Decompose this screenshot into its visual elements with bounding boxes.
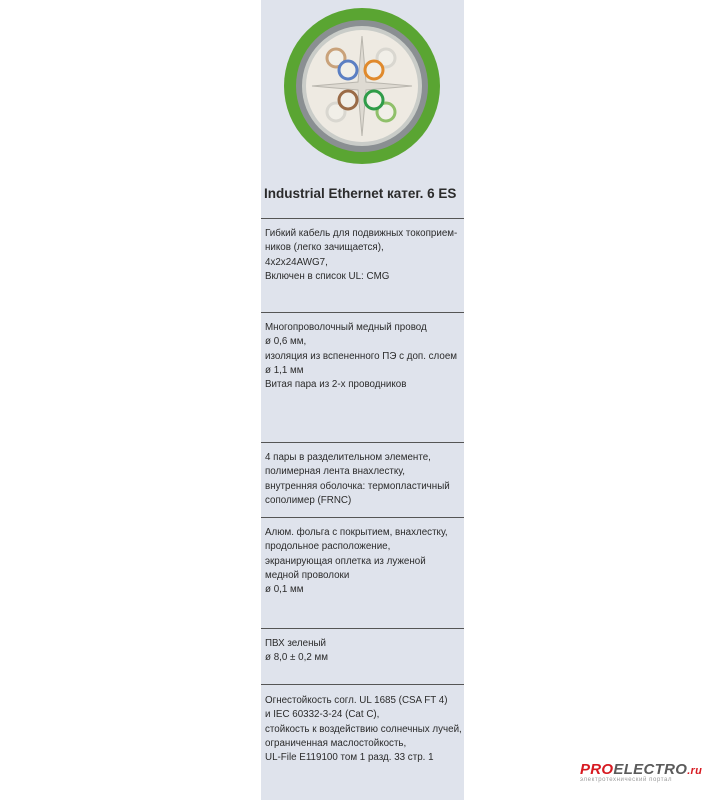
spec-line: стойкость к воздействию солнечных лучей, xyxy=(265,723,462,735)
spec-block-core xyxy=(265,451,461,508)
divider xyxy=(261,684,464,685)
spec-line: экранирующая оплетка из луженой xyxy=(265,555,426,567)
spec-line: Огнестойкость согл. UL 1685 (CSA FT 4) xyxy=(265,695,448,706)
spec-block-application xyxy=(265,227,461,284)
spec-block-shield xyxy=(265,526,461,597)
spec-line: ø 8,0 ± 0,2 мм xyxy=(265,652,328,664)
spec-line: ПВХ зеленый xyxy=(265,638,326,649)
spec-line: внутренняя оболочка: термопластичный xyxy=(265,480,450,492)
spec-line: 4x2x24AWG7, xyxy=(265,256,328,268)
divider xyxy=(261,442,464,443)
spec-line: ø 0,6 мм, xyxy=(265,336,307,348)
product-title: Industrial Ethernet катег. 6 ES xyxy=(264,186,457,201)
spec-line: продольное расположение, xyxy=(265,541,391,553)
spec-line: Витая пара из 2-х проводников xyxy=(265,379,407,391)
spec-line: медной проволоки xyxy=(265,569,350,581)
spec-line: и IEC 60332-3-24 (Cat C), xyxy=(265,709,380,721)
spec-line: полимерная лента внахлестку, xyxy=(265,466,405,478)
spec-line: UL-File E119100 том 1 разд. 33 стр. 1 xyxy=(265,752,434,764)
logo-wordmark xyxy=(580,761,720,778)
logo-pro: PRO xyxy=(580,761,614,778)
divider xyxy=(261,312,464,313)
spec-line: ø 1,1 мм xyxy=(265,364,304,376)
spec-line: Гибкий кабель для подвижных токоприем- xyxy=(265,228,458,239)
divider xyxy=(261,517,464,518)
spec-line: Включен в список UL: CMG xyxy=(265,270,390,282)
spec-line: сополимер (FRNC) xyxy=(265,494,352,506)
proelectro-logo[interactable] xyxy=(580,761,720,783)
spec-line: 4 пары в разделительном элементе, xyxy=(265,452,431,463)
spec-block-jacket xyxy=(265,637,461,666)
logo-ru: .ru xyxy=(687,765,703,777)
logo-tagline: электротехнический портал xyxy=(580,777,673,783)
cable-cross-section-icon xyxy=(282,6,442,166)
spec-line: ников (легко зачищается), xyxy=(265,242,384,254)
spec-line: ø 0,1 мм xyxy=(265,584,304,596)
divider xyxy=(261,628,464,629)
spec-block-conductor xyxy=(265,321,461,392)
spec-block-standards xyxy=(265,694,461,765)
logo-electro: ELECTRO xyxy=(613,761,688,778)
divider xyxy=(261,218,464,219)
spec-line: Многопроволочный медный провод xyxy=(265,322,427,333)
spec-line: Алюм. фольга с покрытием, внахлестку, xyxy=(265,527,448,538)
spec-line: изоляция из вспененного ПЭ с доп. слоем xyxy=(265,350,458,362)
spec-line: ограниченная маслостойкость, xyxy=(265,737,407,749)
